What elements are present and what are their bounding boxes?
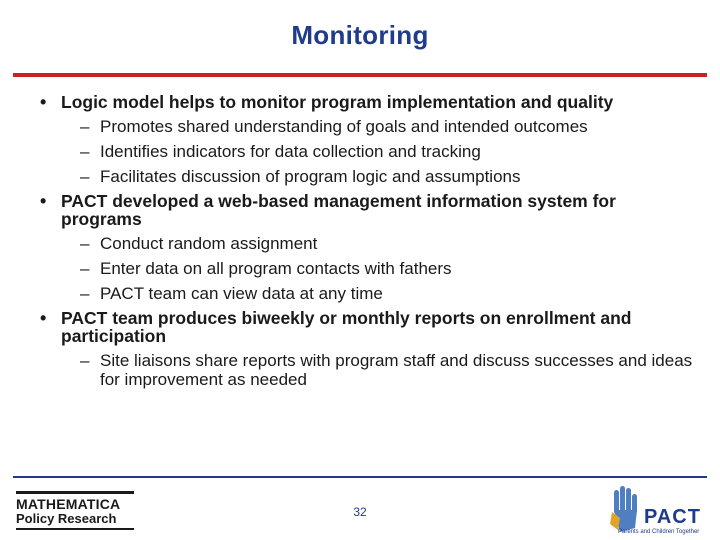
sub-item (61, 167, 700, 186)
sub-item-text: Identifies indicators for data collection and tracking (100, 142, 481, 161)
bullet-text: PACT team produces biweekly or monthly reports on enrollment and participation (61, 308, 632, 346)
dash-marker: – (80, 167, 90, 186)
sub-item-text: Facilitates discussion of program logic and assumptions (100, 167, 521, 186)
logo-rule (16, 528, 134, 530)
sub-item (61, 234, 700, 253)
sub-item (61, 142, 700, 161)
logo-subname: Policy Research (16, 511, 117, 526)
bullet-text: PACT developed a web-based management information system for programs (61, 191, 616, 229)
dash-marker: – (80, 259, 90, 278)
sub-list (61, 351, 700, 389)
sub-list (61, 234, 700, 303)
slide-body (40, 93, 700, 395)
sub-list (61, 117, 700, 186)
pact-logo (608, 484, 708, 538)
bullet-item (40, 93, 700, 186)
logo-name: MATHEMATICA (16, 496, 121, 512)
bullet-text: Logic model helps to monitor program implementation and quality (61, 92, 614, 112)
sub-item-text: PACT team can view data at any time (100, 284, 383, 303)
pact-tagline: Parents and Children Together (618, 529, 700, 535)
mathematica-logo (16, 491, 134, 530)
dash-marker: – (80, 234, 90, 253)
finger-2 (620, 486, 625, 512)
sub-item (61, 259, 700, 278)
title-divider (13, 73, 707, 77)
sub-item (61, 351, 700, 389)
dash-marker: – (80, 117, 90, 136)
bullet-marker: • (40, 92, 47, 112)
sub-item-text: Site liaisons share reports with program staff and discuss successes and ideas for improvement as needed (100, 351, 693, 389)
dash-marker: – (80, 351, 90, 370)
sub-item-text: Promotes shared understanding of goals and intended outcomes (100, 117, 588, 136)
slide-title: Monitoring (291, 20, 429, 50)
sub-item (61, 284, 700, 303)
bullet-item (40, 192, 700, 303)
bullet-marker: • (40, 308, 47, 328)
page-number: 32 (353, 505, 367, 519)
sub-item (61, 117, 700, 136)
bullet-marker: • (40, 191, 47, 211)
dash-marker: – (80, 284, 90, 303)
pact-wordmark: PACT (644, 506, 701, 528)
sub-item-text: Enter data on all program contacts with fathers (100, 259, 452, 278)
footer-divider (13, 476, 707, 478)
finger-3 (626, 488, 631, 512)
bullet-item (40, 309, 700, 389)
sub-item-text: Conduct random assignment (100, 234, 318, 253)
dash-marker: – (80, 142, 90, 161)
logo-rule (16, 491, 134, 494)
